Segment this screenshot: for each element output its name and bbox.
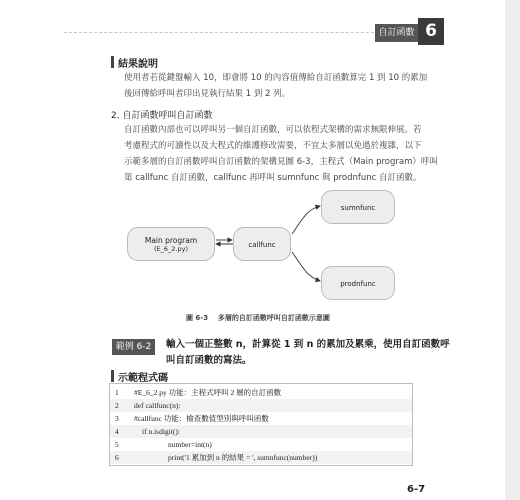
callfunc-label: callfunc: [248, 241, 276, 249]
main-program-node: [127, 227, 215, 261]
item-heading: 2. 自訂函數呼叫自訂函數: [111, 111, 213, 121]
callfunc-node: [233, 227, 291, 261]
code-text: #E_6_2.py 功能：主程式呼叫 2 層的自訂函數: [134, 388, 282, 397]
item-line: 考慮程式的可讀性以及大程式的維護修改需要，不宜太多層以免過於複雜，以下: [124, 141, 422, 151]
example-label: 範例 6-2: [112, 339, 155, 355]
item-line: 自訂函數內部也可以呼叫另一個自訂函數，可以依程式架構的需求無限伸展。若: [124, 125, 422, 135]
section-marker: [111, 370, 114, 382]
prodnfunc-label: prodnfunc: [340, 280, 376, 288]
main-program-label: Main program: [144, 236, 198, 245]
code-text: number=int(n): [168, 440, 212, 449]
code-line: [110, 412, 412, 425]
figure-caption: 圖 6-3 多層的自訂函數呼叫自訂函數示意圖: [186, 314, 330, 322]
code-text: #callfunc 功能：檢查數值型別與呼叫函數: [134, 414, 269, 423]
line-number: 1: [115, 388, 119, 397]
code-line: [110, 386, 412, 399]
code-line: [110, 399, 412, 412]
line-number: 3: [115, 414, 119, 423]
item-line: 示範多層的自訂函數呼叫自訂函數的架構見圖 6-3，主程式（Main program）呼叫: [124, 157, 438, 167]
example-description: [166, 337, 466, 369]
code-section-title: 示範程式碼: [118, 373, 168, 384]
result-line: 使用者若從鍵盤輸入 10，即會將 10 的內容值傳給自訂函數算完 1 到 10 的累加: [124, 73, 428, 83]
code-line: [110, 425, 412, 438]
chapter-title: 自訂函數: [375, 24, 418, 42]
result-section-title: 結果說明: [118, 59, 158, 70]
page-number: 6-7: [407, 484, 426, 495]
code-text: if n.isdigit():: [142, 427, 180, 436]
code-text: def callfunc(n):: [134, 401, 181, 410]
example-line: 叫自訂函數的寫法。: [166, 355, 252, 366]
main-program-file: (E_6_2.py): [154, 245, 188, 253]
code-text: print('1 累加到 n 的結果 = ', sumnfunc(number)): [168, 453, 318, 462]
example-line: 輸入一個正整數 n，計算從 1 到 n 的累加及累乘，使用自訂函數呼: [166, 339, 450, 350]
item-line: 第 callfunc 自訂函數，callfunc 再呼叫 sumnfunc 與 prodnfunc 自訂函數。: [124, 173, 422, 183]
code-line: [110, 438, 412, 451]
prodnfunc-node: [321, 266, 395, 300]
sumnfunc-node: [321, 190, 395, 224]
arrow-callfunc-to-prodnfunc: [292, 252, 320, 281]
result-line: 後回傳給呼叫者印出見執行結果 1 到 2 列。: [124, 89, 291, 99]
chapter-number: 6: [418, 18, 444, 45]
line-number: 2: [115, 401, 119, 410]
sumnfunc-label: sumnfunc: [340, 204, 376, 212]
code-listing: [109, 383, 413, 466]
code-line: [110, 451, 412, 464]
line-number: 6: [115, 453, 119, 462]
arrow-callfunc-to-sumnfunc: [292, 206, 320, 234]
line-number: 5: [115, 440, 119, 449]
line-number: 4: [115, 427, 119, 436]
